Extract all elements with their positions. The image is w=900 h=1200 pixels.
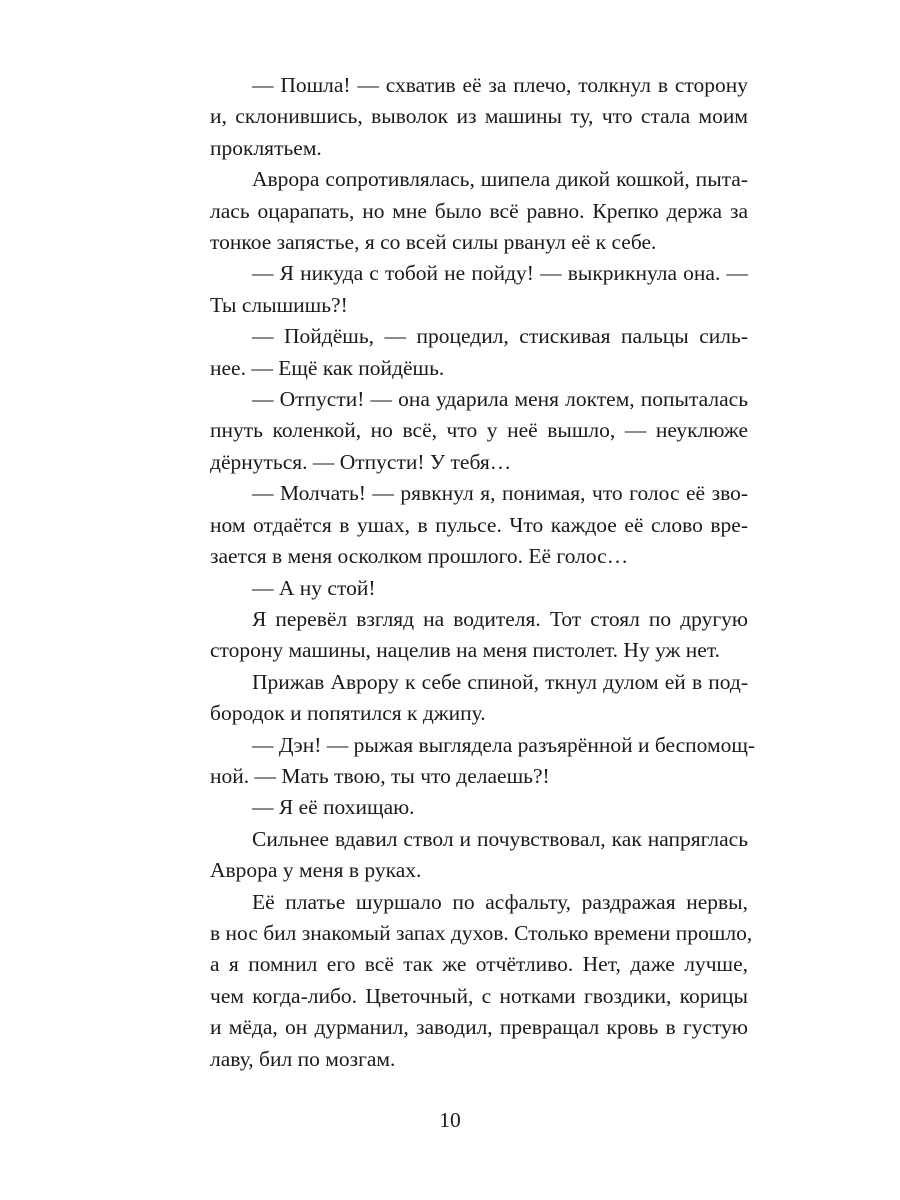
- text-line: Её платье шуршало по асфальту, раздражая нервы,: [252, 889, 748, 914]
- text-line: лась оцарапать, но мне было всё равно. Крепко держа за: [210, 198, 748, 223]
- paragraph: [168, 164, 748, 258]
- paragraph: [168, 478, 748, 572]
- paragraph: [168, 887, 753, 1075]
- text-line: тонкое запястье, я со всей силы рванул её к себе.: [210, 230, 657, 255]
- text-line: — Я её похищаю.: [252, 795, 415, 820]
- text-line: — Молчать! — рявкнул я, понимая, что голос её зво-: [252, 481, 748, 506]
- paragraph: [168, 258, 748, 321]
- paragraph: [168, 70, 748, 164]
- paragraph: [168, 667, 748, 730]
- text-line: лаву, бил по мозгам.: [210, 1046, 396, 1071]
- text-line: в нос бил знакомый запах духов. Столько времени прошло,: [210, 920, 753, 945]
- text-line: Сильнее вдавил ствол и почувствовал, как напряглась: [252, 826, 748, 851]
- text-line: — Пойдёшь, — процедил, стискивая пальцы силь-: [252, 324, 748, 349]
- paragraph: [168, 792, 748, 823]
- text-line: и мёда, он дурманил, заводил, превращал кровь в густую: [210, 1015, 748, 1040]
- text-line: и, склонившись, выволок из машины ту, что стала моим: [210, 104, 748, 129]
- text-line: — Отпусти! — она ударила меня локтем, попыталась: [252, 387, 748, 412]
- text-line: а я помнил его всё так же отчётливо. Нет, даже лучше,: [210, 952, 748, 977]
- text-line: — Пошла! — схватив её за плечо, толкнул в сторону: [252, 73, 748, 97]
- paragraph: [168, 384, 748, 478]
- paragraph: [168, 824, 748, 887]
- page-number: 10: [439, 1108, 461, 1132]
- text-line: — А ну стой!: [252, 575, 376, 600]
- paragraph: [168, 573, 748, 604]
- text-line: чем когда-либо. Цветочный, с нотками гвоздики, корицы: [210, 983, 748, 1008]
- text-line: проклятьем.: [210, 135, 322, 160]
- text-line: зается в меня осколком прошлого. Её голос…: [210, 544, 629, 569]
- book-page-text: [168, 70, 756, 1075]
- paragraph: [168, 604, 748, 667]
- text-line: ной. — Мать твою, ты что делаешь?!: [210, 763, 550, 788]
- text-line: Я перевёл взгляд на водителя. Тот стоял по другую: [252, 606, 748, 631]
- text-line: пнуть коленкой, но всё, что у неё вышло, — неуклюже: [210, 418, 748, 443]
- text-line: дёрнуться. — Отпусти! У тебя…: [210, 449, 512, 474]
- text-line: сторону машины, нацелив на меня пистолет. Ну уж нет.: [210, 638, 720, 663]
- text-line: Аврора сопротивлялась, шипела дикой кошкой, пыта-: [252, 167, 748, 192]
- text-line: Ты слышишь?!: [210, 292, 348, 317]
- text-line: бородок и попятился к джипу.: [210, 701, 486, 726]
- text-line: нее. — Ещё как пойдёшь.: [210, 355, 445, 380]
- text-line: — Дэн! — рыжая выглядела разъярённой и беспомощ-: [252, 732, 756, 757]
- text-line: Прижав Аврору к себе спиной, ткнул дулом ей в под-: [252, 669, 748, 694]
- paragraph: [168, 730, 756, 793]
- paragraph: [168, 321, 748, 384]
- text-line: Аврора у меня в руках.: [210, 858, 422, 883]
- text-line: — Я никуда с тобой не пойду! — выкрикнула она. —: [252, 261, 748, 286]
- text-line: ном отдаётся в ушах, в пульсе. Что каждое её слово вре-: [210, 512, 748, 537]
